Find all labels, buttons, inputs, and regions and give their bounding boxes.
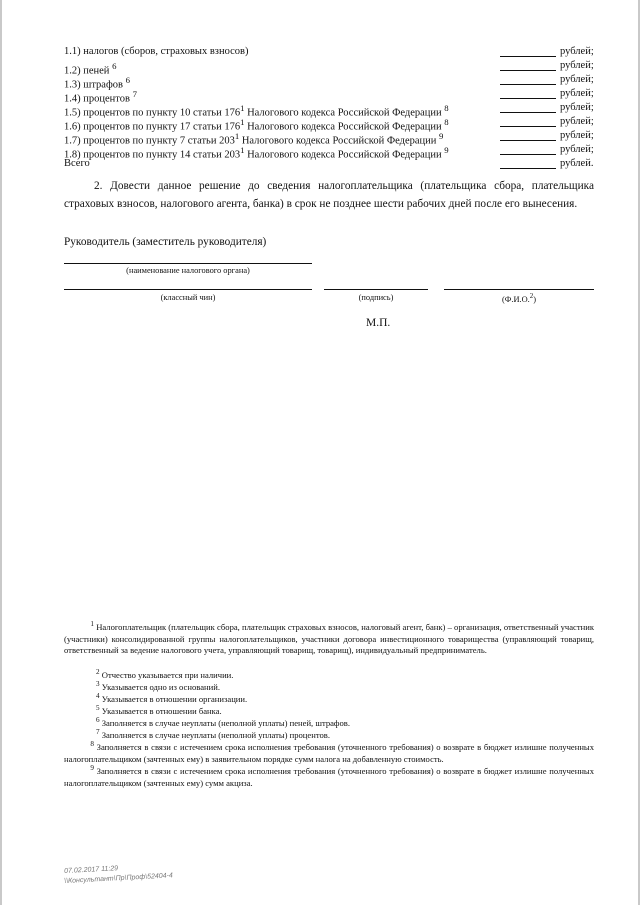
- paragraph-2-text: 2. Довести данное решение до сведения налогоплательщика (плательщика сбора, плательщика страховых взносов, налогового агента, банка) в срок не позднее шести рабочих дней после его вынесения.: [64, 180, 594, 210]
- article-sup: 1: [234, 131, 240, 141]
- footnote-text: Заполняется в случае неуплаты (неполной уплаты) пеней, штрафов.: [101, 717, 351, 728]
- footnote-text: Заполняется в связи с истечением срока исполнения требования (уточненного требования) о возврате в бюджет излишне полученных налогоплательщиком (зачтенных ему) сумм акциза.: [64, 765, 594, 788]
- fio-caption-text: (Ф.И.О.: [501, 294, 530, 304]
- footnote-number: 5: [96, 704, 100, 712]
- article-sup: 1: [240, 117, 245, 127]
- org-name-caption: (наименование налогового органа): [126, 266, 250, 275]
- footnote-9-sup-wrap: [64, 763, 94, 778]
- footnote-text: Указывается одно из оснований.: [101, 681, 220, 692]
- footnote-text: Заполняется в связи с истечением срока исполнения требования (уточненного требования) о возврате в бюджет излишне полученных налогоплательщиком (зачтенных ему) в заявительном порядке сумм налога на добавленную стоимость.: [64, 741, 594, 764]
- row-unit: рублей;: [560, 60, 594, 71]
- row-unit: рублей.: [560, 158, 594, 169]
- amount-blank: [500, 98, 556, 99]
- footnote-8: [64, 739, 594, 765]
- footnote-number: 3: [96, 680, 100, 688]
- footnote-8-sup-wrap: [64, 739, 94, 754]
- org-name-line: [64, 263, 312, 264]
- row-label-tail: Налогового кодекса Российской Федерации: [244, 121, 442, 133]
- footnote-ref: 2: [529, 292, 534, 300]
- footnote-number: 1: [90, 620, 94, 628]
- footnote-9: [64, 763, 594, 789]
- amount-blank: [500, 140, 556, 141]
- footnote-number: 9: [90, 764, 94, 772]
- fio-caption: [444, 292, 594, 304]
- footnote-ref: 8: [444, 103, 449, 113]
- footnote-number: 2: [96, 668, 100, 676]
- amount-blank: [500, 56, 556, 57]
- amount-blank: [500, 70, 556, 71]
- footnote-number: 7: [96, 728, 100, 736]
- row-unit: рублей;: [560, 102, 594, 113]
- fio-line: [444, 289, 594, 290]
- amount-blank: [500, 126, 556, 127]
- amount-blank: [500, 154, 556, 155]
- rank-line: [64, 289, 312, 290]
- footnote-ref: 9: [444, 145, 449, 155]
- rank-caption: (классный чин): [160, 293, 216, 302]
- row-label-tail: Налогового кодекса Российской Федерации: [239, 135, 437, 147]
- article-sup: 1: [240, 145, 245, 155]
- footnote-text: Указывается в отношении банка.: [101, 705, 222, 716]
- row-label: Всего: [64, 158, 90, 169]
- paragraph-2: [64, 177, 594, 213]
- footnote-text: Отчество указывается при наличии.: [101, 669, 234, 680]
- row-unit: рублей;: [560, 116, 594, 127]
- page-edge-left: [0, 0, 2, 905]
- row-label-tail: Налогового кодекса Российской Федерации: [244, 149, 442, 161]
- row-label: 1.2) пеней: [64, 65, 110, 77]
- article-sup: 1: [240, 103, 245, 113]
- footnote-1-sup-wrap: [64, 619, 94, 634]
- footnote-number: 4: [96, 692, 100, 700]
- row-label: 1.3) штрафов: [64, 79, 123, 91]
- footnote-ref: 8: [444, 117, 449, 127]
- row-label: 1.7) процентов по пункту 7 статьи 203: [64, 135, 235, 147]
- row-label: 1.8) процентов по пункту 14 статьи 203: [64, 149, 241, 161]
- seal-place-mark: М.П.: [366, 317, 391, 329]
- row-unit: рублей;: [560, 144, 594, 155]
- row-label-tail: Налогового кодекса Российской Федерации: [244, 107, 442, 119]
- footnote-text: Налогоплательщик (плательщик сбора, плательщик страховых взносов, налоговый агент, банк) – организация, ответственный участник (участники) консолидированной группы налогоплательщиков, участники договора инвестиционного товарищества (управляющий товарищ, ответственный за ведение налогового учета, управляющий товарищ, товарищ), индивидуальный предприниматель.: [64, 621, 595, 656]
- footnote-number: 8: [90, 740, 94, 748]
- print-stamp-date: 07.02.2017 11:29: [64, 865, 119, 875]
- footnote-ref: 7: [132, 89, 137, 99]
- row-label: 1.5) процентов по пункту 10 статьи 176: [64, 107, 241, 119]
- row-label: 1.1) налогов (сборов, страховых взносов): [64, 46, 249, 57]
- footnote-ref: 6: [112, 61, 117, 71]
- amount-blank: [500, 84, 556, 85]
- footnote-ref: 9: [439, 131, 444, 141]
- footnote-ref: 6: [125, 75, 130, 85]
- signature-line: [324, 289, 428, 290]
- footnote-number: 6: [96, 716, 100, 724]
- head-title: Руководитель (заместитель руководителя): [64, 236, 267, 248]
- row-label: 1.4) процентов: [64, 93, 130, 105]
- print-stamp-path: \\Консультант\Пр\Проф\52404-4: [64, 872, 173, 885]
- amount-blank: [500, 112, 556, 113]
- footnote-text: Заполняется в случае неуплаты (неполной уплаты) процентов.: [101, 729, 330, 740]
- row-unit: рублей;: [560, 88, 594, 99]
- row-unit: рублей;: [560, 46, 594, 57]
- row-label: 1.6) процентов по пункту 17 статьи 176: [64, 121, 241, 133]
- footnote-1: [64, 619, 594, 657]
- row-unit: рублей;: [560, 130, 594, 141]
- fio-caption-close: ): [533, 294, 537, 304]
- signature-caption: (подпись): [358, 293, 394, 302]
- amount-row-total: [64, 156, 600, 172]
- row-unit: рублей;: [560, 74, 594, 85]
- footnote-text: Указывается в отношении организации.: [101, 693, 248, 704]
- amount-blank: [500, 168, 556, 169]
